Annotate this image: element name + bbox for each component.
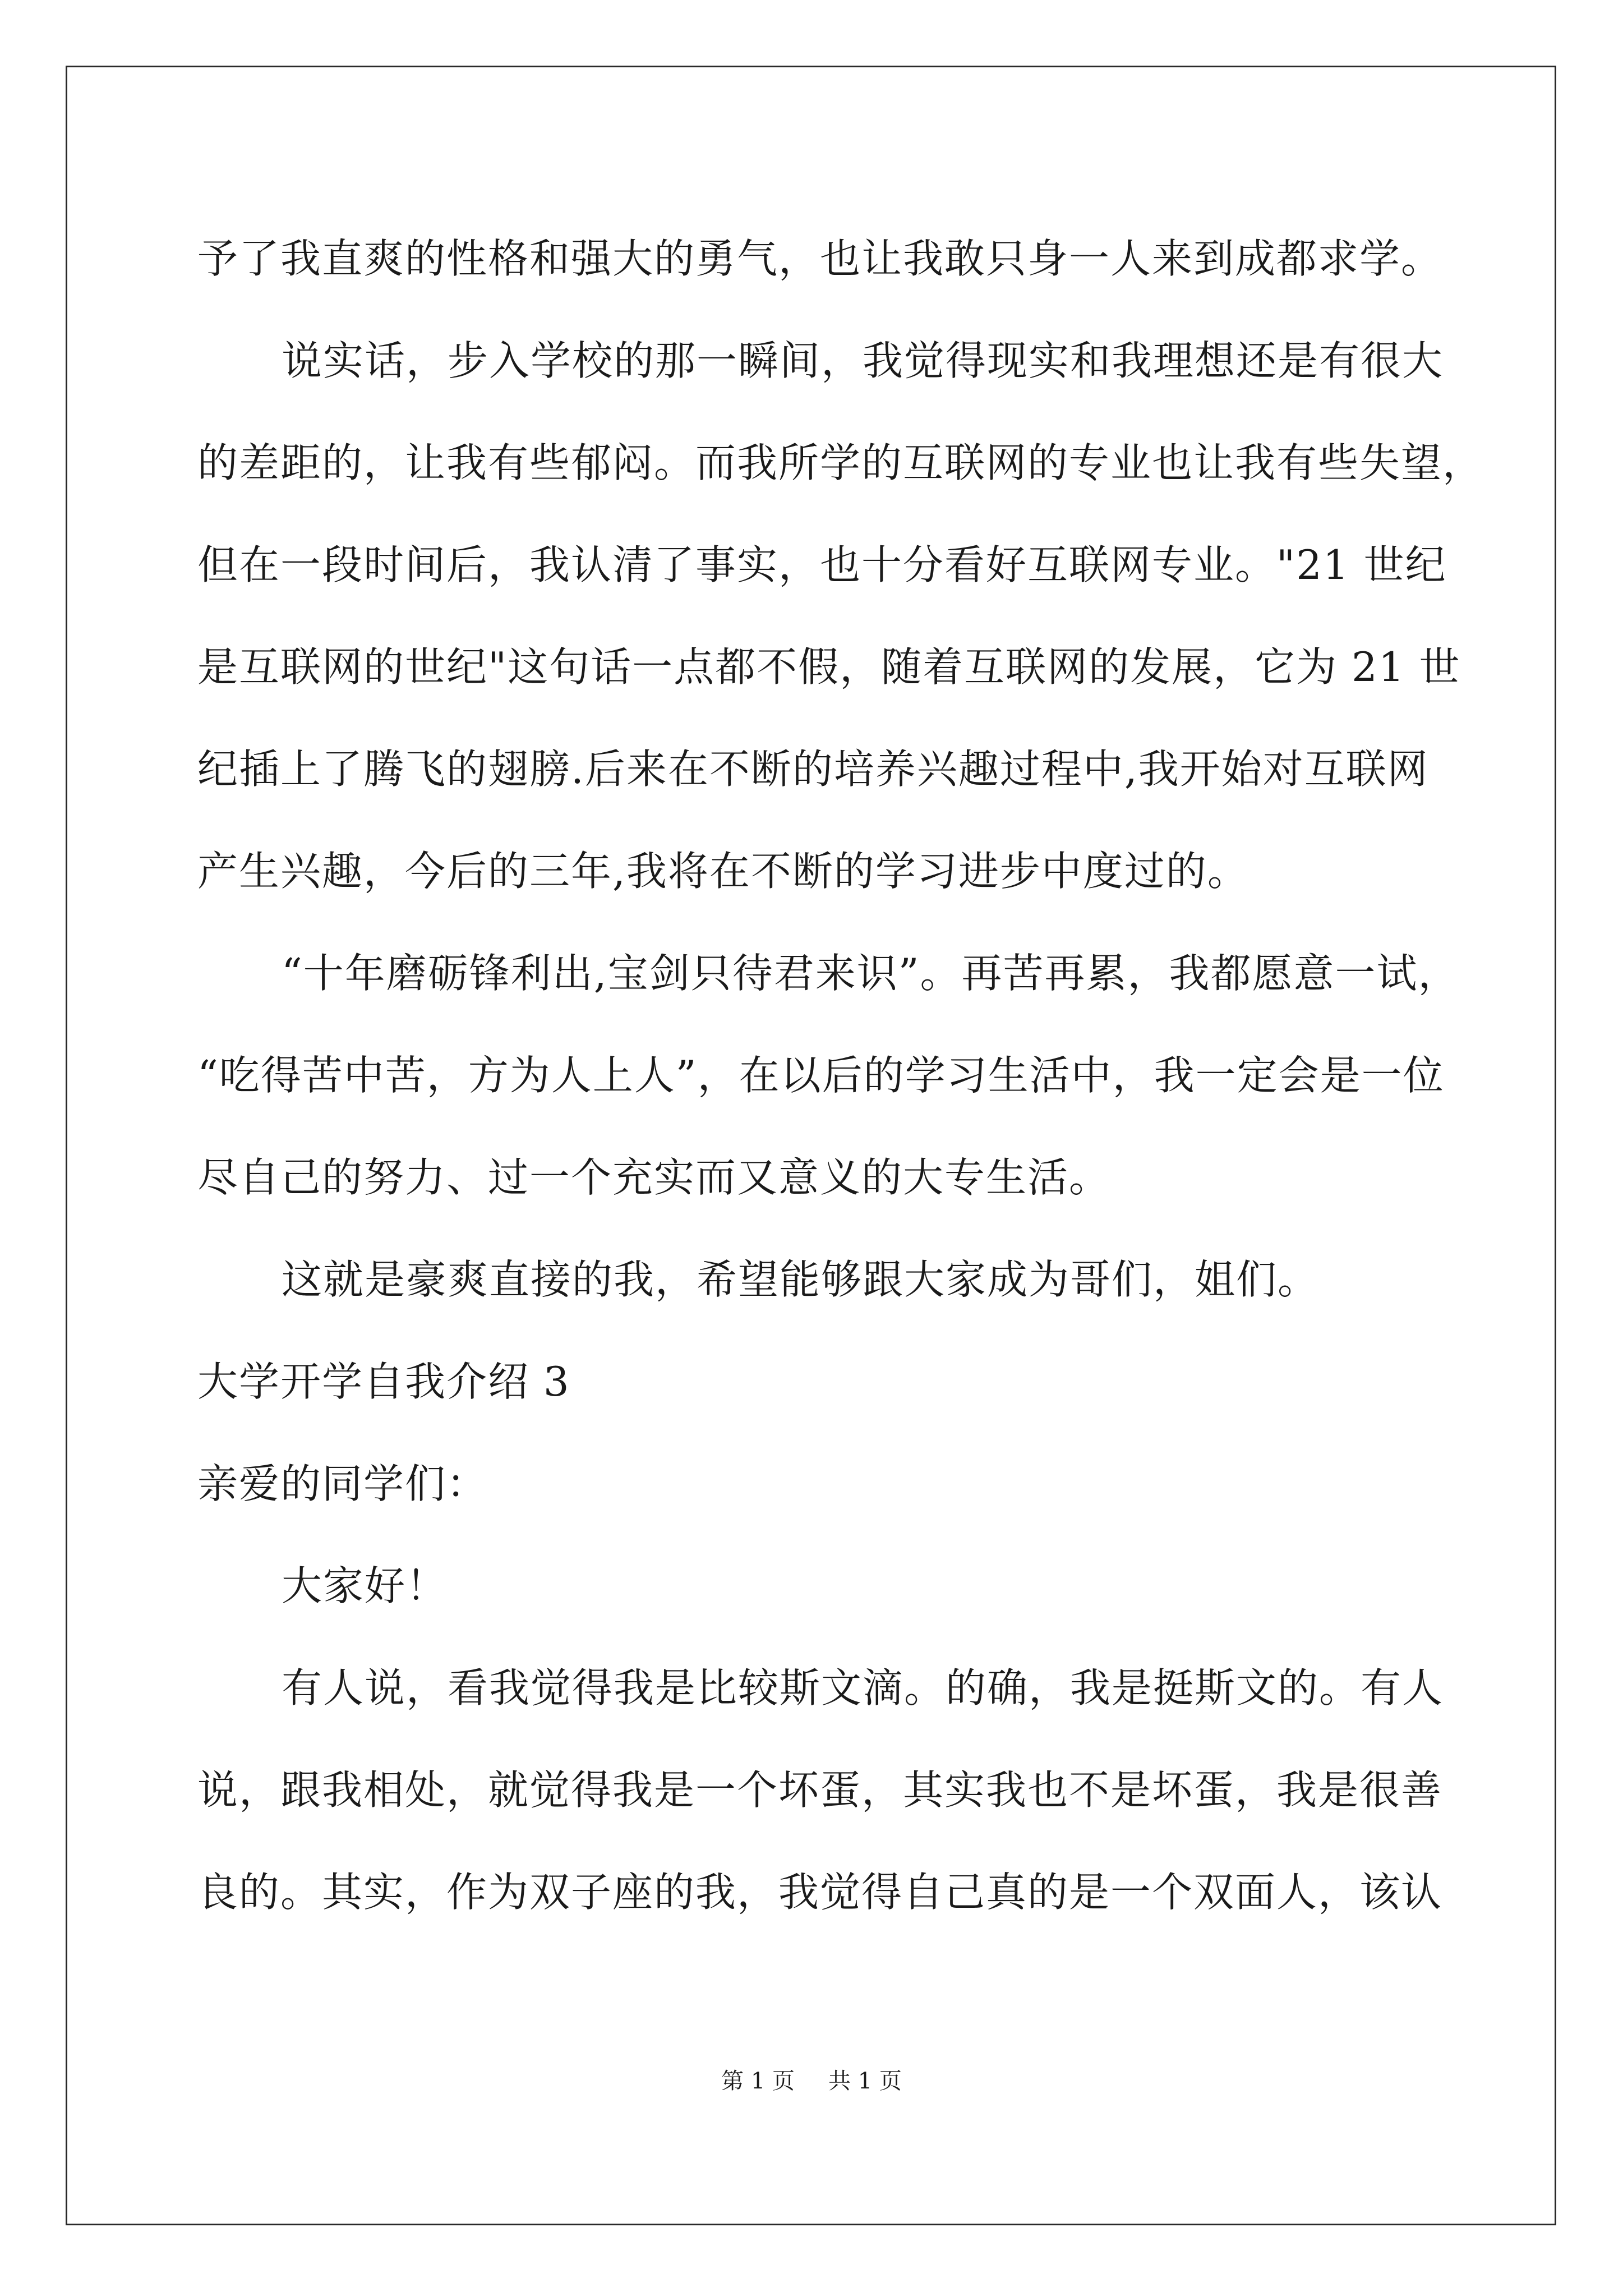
salutation: 亲爱的同学们： (197, 1460, 488, 1507)
text-line: 尽自己的努力、过一个充实而又意义的大专生活。 (197, 1154, 1111, 1201)
text-line: 予了我直爽的性格和强大的勇气，也让我敢只身一人来到成都求学。 (197, 235, 1443, 282)
text-line: 但在一段时间后，我认清了事实，也十分看好互联网专业。"21 世纪 (197, 541, 1447, 588)
text-line: 这就是豪爽直接的我，希望能够跟大家成为哥们，姐们。 (282, 1256, 1320, 1303)
text-line: “吃得苦中苦，方为人上人”，在以后的学习生活中，我一定会是一位 (197, 1052, 1445, 1099)
page-number: 第 1 页 (721, 2068, 795, 2094)
text-line: 说，跟我相处，就觉得我是一个坏蛋，其实我也不是坏蛋，我是很善 (197, 1766, 1443, 1814)
text-line: 的差距的，让我有些郁闷。而我所学的互联网的专业也让我有些失望， (197, 439, 1484, 486)
section-heading: 大学开学自我介绍 3 (197, 1358, 570, 1405)
page-footer (0, 2064, 1623, 2098)
page-total: 共 1 页 (828, 2068, 902, 2094)
text-line: 产生兴趣，今后的三年,我将在不断的学习进步中度过的。 (197, 848, 1249, 895)
text-line: 良的。其实，作为双子座的我，我觉得自己真的是一个双面人，该认 (197, 1869, 1443, 1916)
text-line: “十年磨砺锋利出,宝剑只待君来识”。再苦再累，我都愿意一试， (282, 950, 1460, 997)
text-line: 是互联网的世纪"这句话一点都不假，随着互联网的发展，它为 21 世 (197, 643, 1461, 691)
text-line: 说实话，步入学校的那一瞬间，我觉得现实和我理想还是有很大 (282, 337, 1444, 384)
text-line: 纪插上了腾飞的翅膀.后来在不断的培养兴趣过程中,我开始对互联网 (197, 746, 1429, 793)
greeting: 大家好！ (282, 1562, 448, 1609)
document-body (197, 208, 1484, 1943)
text-line: 有人说，看我觉得我是比较斯文滴。的确，我是挺斯文的。有人 (282, 1664, 1444, 1711)
